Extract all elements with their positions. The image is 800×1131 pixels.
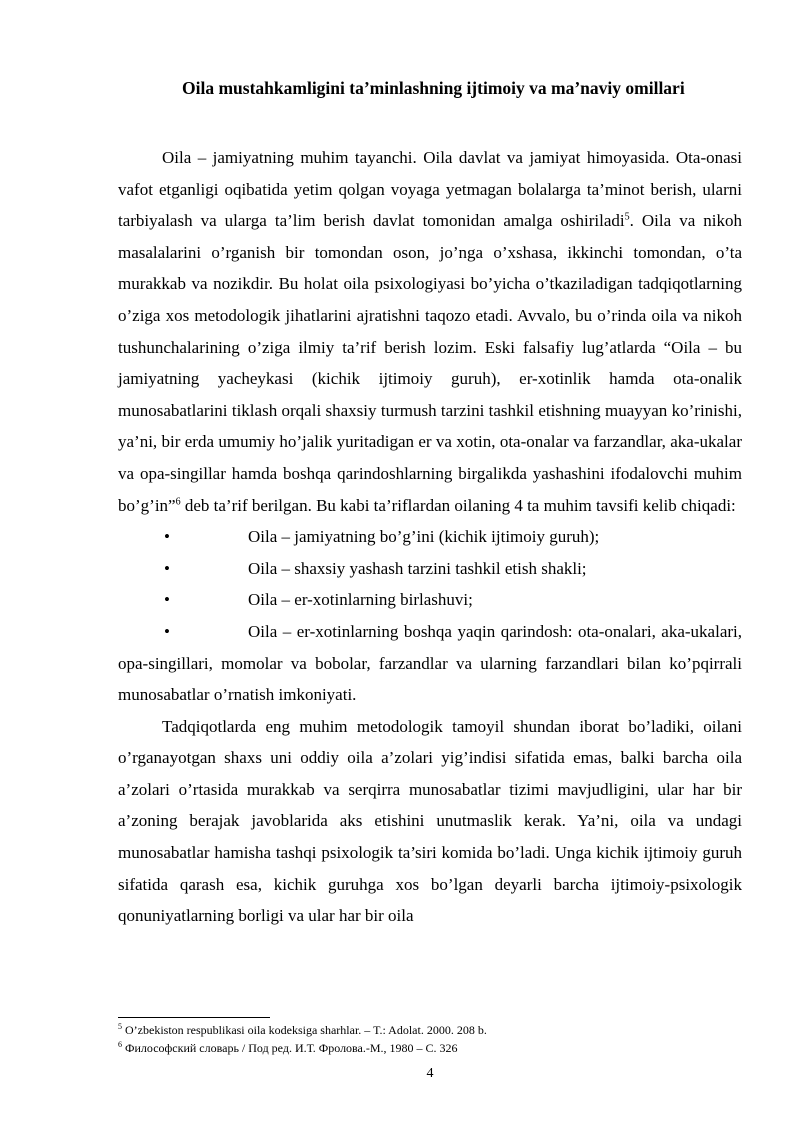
footnote-text: O’zbekiston respublikasi oila kodeksiga sharhlar. – T.: Adolat. 2000. 208 b. [125,1023,487,1037]
bullet-icon: • [164,590,170,610]
list-item [118,616,742,711]
list-item [118,553,742,585]
footnote-ref-6: 6 [175,495,181,507]
paragraph-1-part-a: Oila – jamiyatning muhim tayanchi. Oila davlat va jamiyat himoyasida. Ota-onasi vafot etganligi oqibatida yetim qolgan voyaga yetmagan bolalarga ta’minot berish, ularni tarbiyalash va ularga ta’lim berish davlat tomonidan amalga oshiriladi [118,148,742,231]
paragraph-1 [118,142,742,521]
footnote-mark: 6 [118,1040,122,1049]
document-body [118,142,742,932]
paragraph-1-part-b: . Oila va nikoh masalalarini o’rganish bir tomondan oson, jo’nga o’xshasa, ikkinchi tomondan, o’ta murakkab va nozikdir. Bu holat oila psixologiyasi bo’yicha o’tkaziladigan tadqiqotlarning o’ziga xos metodologik jihatlarini ajratishni taqozo etadi. Avvalo, bu o’rinda oila va nikoh tushunchalarining o’ziga ilmiy ta’rif berish lozim. Eski falsafiy lug’atlarda “Oila – bu jamiyatning yacheykasi (kichik ijtimoiy guruh), er-xotinlik hamda ota-onalik munosabatlarini tiklash orqali shaxsiy turmush tarzini tashkil etishning muayyan ko’rinishi, ya’ni, bir erda umumiy ho’jalik yuritadigan er va xotin, ota-onalar va farzandlar, aka-ukalar va opa-singillar hamda boshqa qarindoshlarning birgalikda yashashini ifodalovchi muhim bo’g’in” [118,211,742,515]
bullet-list [118,521,742,711]
bullet-icon: • [164,527,170,547]
bullet-icon: • [164,621,170,641]
bullet-icon: • [164,558,170,578]
footnote-6 [118,1039,748,1057]
list-item [118,584,742,616]
list-item-text: Oila – jamiyatning bo’g’ini (kichik ijtimoiy guruh); [248,527,600,547]
footnote-ref-5: 5 [624,211,630,223]
list-item-text: Oila – er-xotinlarning boshqa yaqin qarindosh: ota-onalari, aka-ukalari, opa-singillari, momolar va bobolar, farzandlar va ularning farzandlari bilan ko’pqirrali munosabatlar o’rnatish imkoniyati. [118,621,742,705]
footnote-text: Философский словарь / Под ред. И.Т. Фролова.-М., 1980 – С. 326 [125,1041,458,1055]
footnote-5 [118,1021,748,1039]
footnote-mark: 5 [118,1022,122,1031]
list-item-text: Oila – shaxsiy yashash tarzini tashkil etish shakli; [248,558,587,578]
page-number: 4 [426,1066,434,1081]
list-item [118,521,742,553]
paragraph-2: Tadqiqotlarda eng muhim metodologik tamoyil shundan iborat bo’ladiki, oilani o’rganayotgan shaxs uni oddiy oila a’zolari yig’indisi sifatida emas, balki barcha oila a’zolari o’rtasida murakkab va serqirra munosabatlar tizimi mavjudligini, ular har bir a’zoning berajak javoblarida aks etishini unutmaslik kerak. Ya’ni, oila va undagi munosabatlar hamisha tashqi psixologik ta’siri komida bo’ladi. Unga kichik ijtimoiy guruh sifatida qarash esa, kichik guruhga xos bo’lgan deyarli barcha ijtimoiy-psixologik qonuniyatlarning borligi va ular har bir oila [118,716,742,926]
list-item-text: Oila – er-xotinlarning birlashuvi; [248,590,473,610]
paragraph-1-part-c: deb ta’rif berilgan. Bu kabi ta’riflardan oilaning 4 ta muhim tavsifi kelib chiqadi: [180,495,736,515]
footnotes [118,1021,748,1057]
footnote-separator [118,1017,270,1018]
page-title: Oila mustahkamligini ta’minlashning ijtimoiy va ma’naviy omillari [182,78,685,98]
